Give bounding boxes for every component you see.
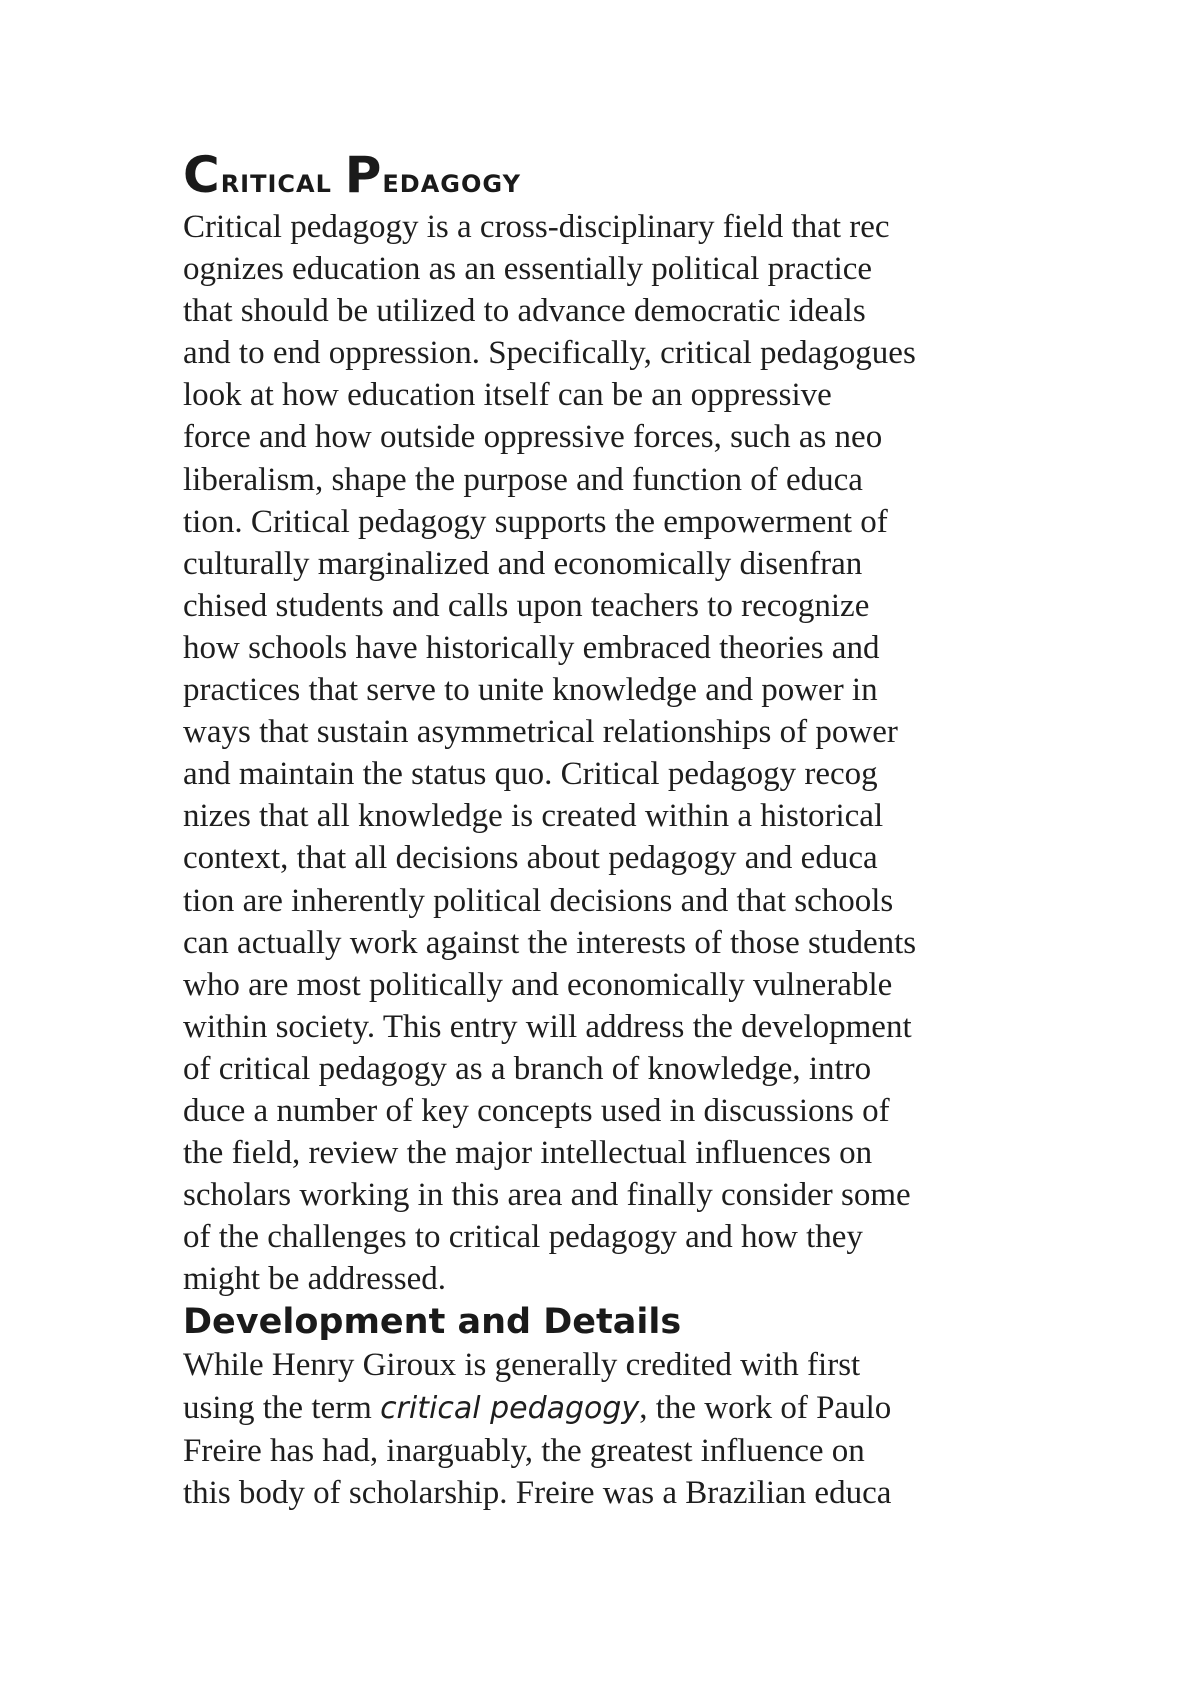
text-line: context, that all decisions about pedagogy and educa (183, 840, 878, 877)
title-rest-1: ritical (220, 161, 332, 201)
text-line: the field, review the major intellectual influences on (183, 1135, 873, 1172)
emphasized-term: critical pedagogy (380, 1390, 640, 1426)
text-line (183, 1387, 1063, 1430)
text-line: While Henry Giroux is generally credited with first (183, 1347, 861, 1384)
text-line: culturally marginalized and economically disenfran (183, 545, 863, 582)
text-line: look at how education itself can be an oppressive (183, 377, 832, 414)
article-title (183, 146, 1063, 206)
text-line: who are most politically and economically vulnerable (183, 966, 893, 1003)
section-heading: Development and Details (183, 1302, 682, 1343)
text-line: liberalism, shape the purpose and function of educa (183, 461, 863, 498)
text-line: practices that serve to unite knowledge and power in (183, 672, 878, 709)
section-paragraph (183, 1344, 1063, 1513)
title-initial-1: C (183, 146, 221, 204)
text-line: Critical pedagogy is a cross-disciplinary field that rec (183, 209, 890, 245)
text-run: using the term (183, 1389, 381, 1426)
title-initial-2: P (344, 146, 383, 204)
text-line: nizes that all knowledge is created within a historical (183, 798, 884, 835)
text-line: can actually work against the interests of those students (183, 924, 917, 961)
text-line: Freire has had, inarguably, the greatest influence on (183, 1432, 865, 1469)
text-line: duce a number of key concepts used in discussions of (183, 1092, 890, 1129)
text-line: of the challenges to critical pedagogy and how they (183, 1219, 863, 1256)
text-line: might be addressed. (183, 1261, 447, 1298)
text-line: and maintain the status quo. Critical pedagogy recog (183, 756, 878, 793)
text-line: chised students and calls upon teachers to recognize (183, 587, 870, 624)
article-body (183, 146, 1063, 1514)
text-line: that should be utilized to advance democratic ideals (183, 293, 866, 330)
text-line: how schools have historically embraced theories and (183, 629, 880, 666)
text-run: , the work of Paulo (639, 1389, 892, 1426)
text-line: force and how outside oppressive forces, such as neo (183, 419, 883, 456)
text-line: of critical pedagogy as a branch of knowledge, intro (183, 1050, 872, 1087)
text-line: and to end oppression. Specifically, critical pedagogues (183, 335, 916, 372)
text-line: within society. This entry will address the development (183, 1008, 912, 1045)
text-line: tion are inherently political decisions and that schools (183, 882, 894, 919)
text-line: scholars working in this area and finally consider some (183, 1177, 911, 1214)
text-line: tion. Critical pedagogy supports the empowerment of (183, 503, 888, 540)
text-line: this body of scholarship. Freire was a Brazilian educa (183, 1474, 892, 1511)
intro-paragraph (183, 206, 1063, 1300)
title-rest-2: edagogy (382, 161, 521, 201)
text-line: ognizes education as an essentially political practice (183, 251, 873, 288)
text-line: ways that sustain asymmetrical relationships of power (183, 714, 898, 751)
